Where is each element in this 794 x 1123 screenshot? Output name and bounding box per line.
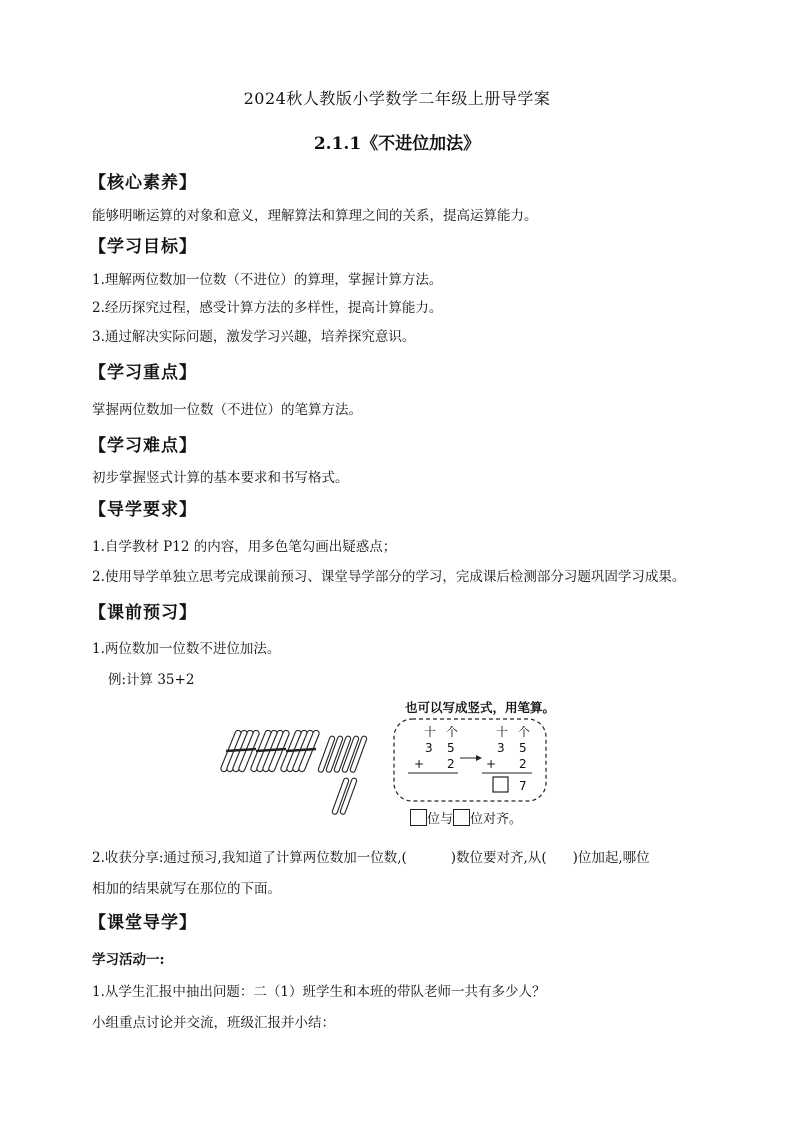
- document-title: 2024秋人教版小学数学二年级上册导学案: [243, 89, 551, 108]
- digit-ones: 5: [519, 741, 527, 755]
- blank-box[interactable]: [410, 809, 427, 826]
- addend-digit: 2: [447, 757, 455, 771]
- goal-item: 1.理解两位数加一位数（不进位）的算理，掌握计算方法。: [92, 272, 443, 288]
- sentence-part: )数位要对齐,从(: [450, 850, 547, 866]
- plus-sign: +: [414, 757, 425, 771]
- requirement-item: 1.自学教材 P12 的内容，用多色笔勾画出疑惑点；: [92, 539, 397, 555]
- addend-digit: 2: [519, 757, 527, 771]
- activity-question: 1.从学生汇报中抽出问题：二（1）班学生和本班的带队老师一共有多少人？: [92, 984, 546, 1000]
- preview-item-1: 1.两位数加一位数不进位加法。: [92, 641, 281, 657]
- lesson-title: 2.1.1《不进位加法》: [313, 134, 481, 154]
- goal-item: 2.经历探究过程，感受计算方法的多样性，提高计算能力。: [92, 300, 443, 316]
- answer-tens-box: [493, 777, 508, 792]
- alignment-text: 位与: [427, 812, 454, 827]
- goal-item: 3.通过解决实际问题，激发学习兴趣，培养探究意识。: [92, 329, 416, 345]
- answer-ones-digit: 7: [519, 779, 527, 793]
- preview-item-2: [92, 846, 650, 866]
- plus-sign: +: [486, 757, 497, 771]
- single-sticks-icon: [318, 735, 368, 814]
- sentence-part: 2.收获分享:通过预习,我知道了计算两位数加一位数,(: [92, 850, 407, 866]
- preview-item-2-continued: 相加的结果就写在那位的下面。: [92, 881, 281, 897]
- difficulty-text: 初步掌握竖式计算的基本要求和书写格式。: [92, 470, 349, 486]
- arrow-right-icon: [460, 755, 482, 761]
- digit-tens: 3: [497, 741, 505, 755]
- place-tens-label: 十: [496, 725, 509, 739]
- alignment-text: 位对齐。: [470, 812, 523, 827]
- alignment-note: [410, 808, 522, 827]
- core-literacy-heading: 【核心素养】: [89, 173, 197, 193]
- requirement-item: 2.使用导学单独立思考完成课前预习、课堂导学部分的学习，完成课后检测部分习题巩固学习成果。: [92, 569, 686, 585]
- place-ones-label: 个: [518, 725, 531, 739]
- requirements-heading: 【导学要求】: [89, 500, 197, 520]
- key-point-text: 掌握两位数加一位数（不进位）的笔算方法。: [92, 402, 362, 418]
- example-label: 例:计算 35+2: [108, 672, 195, 688]
- classroom-heading: 【课堂导学】: [89, 913, 197, 933]
- sentence-part: )位加起,哪位: [572, 850, 650, 866]
- place-ones-label: 个: [446, 725, 459, 739]
- place-tens-label: 十: [424, 725, 437, 739]
- digit-tens: 3: [425, 741, 433, 755]
- core-literacy-text: 能够明晰运算的对象和意义，理解算法和算理之间的关系，提高运算能力。: [92, 208, 538, 224]
- difficulty-heading: 【学习难点】: [89, 436, 197, 456]
- blank-box[interactable]: [453, 809, 470, 826]
- learning-goals-heading: 【学习目标】: [89, 237, 197, 257]
- activity-label: 学习活动一:: [92, 952, 165, 968]
- figure-caption: 也可以写成竖式，用笔算。: [405, 700, 556, 715]
- activity-instruction: 小组重点讨论并交流，班级汇报并小结：: [92, 1015, 335, 1031]
- digit-ones: 5: [447, 741, 455, 755]
- preview-heading: 【课前预习】: [89, 603, 197, 623]
- key-point-heading: 【学习重点】: [89, 363, 197, 383]
